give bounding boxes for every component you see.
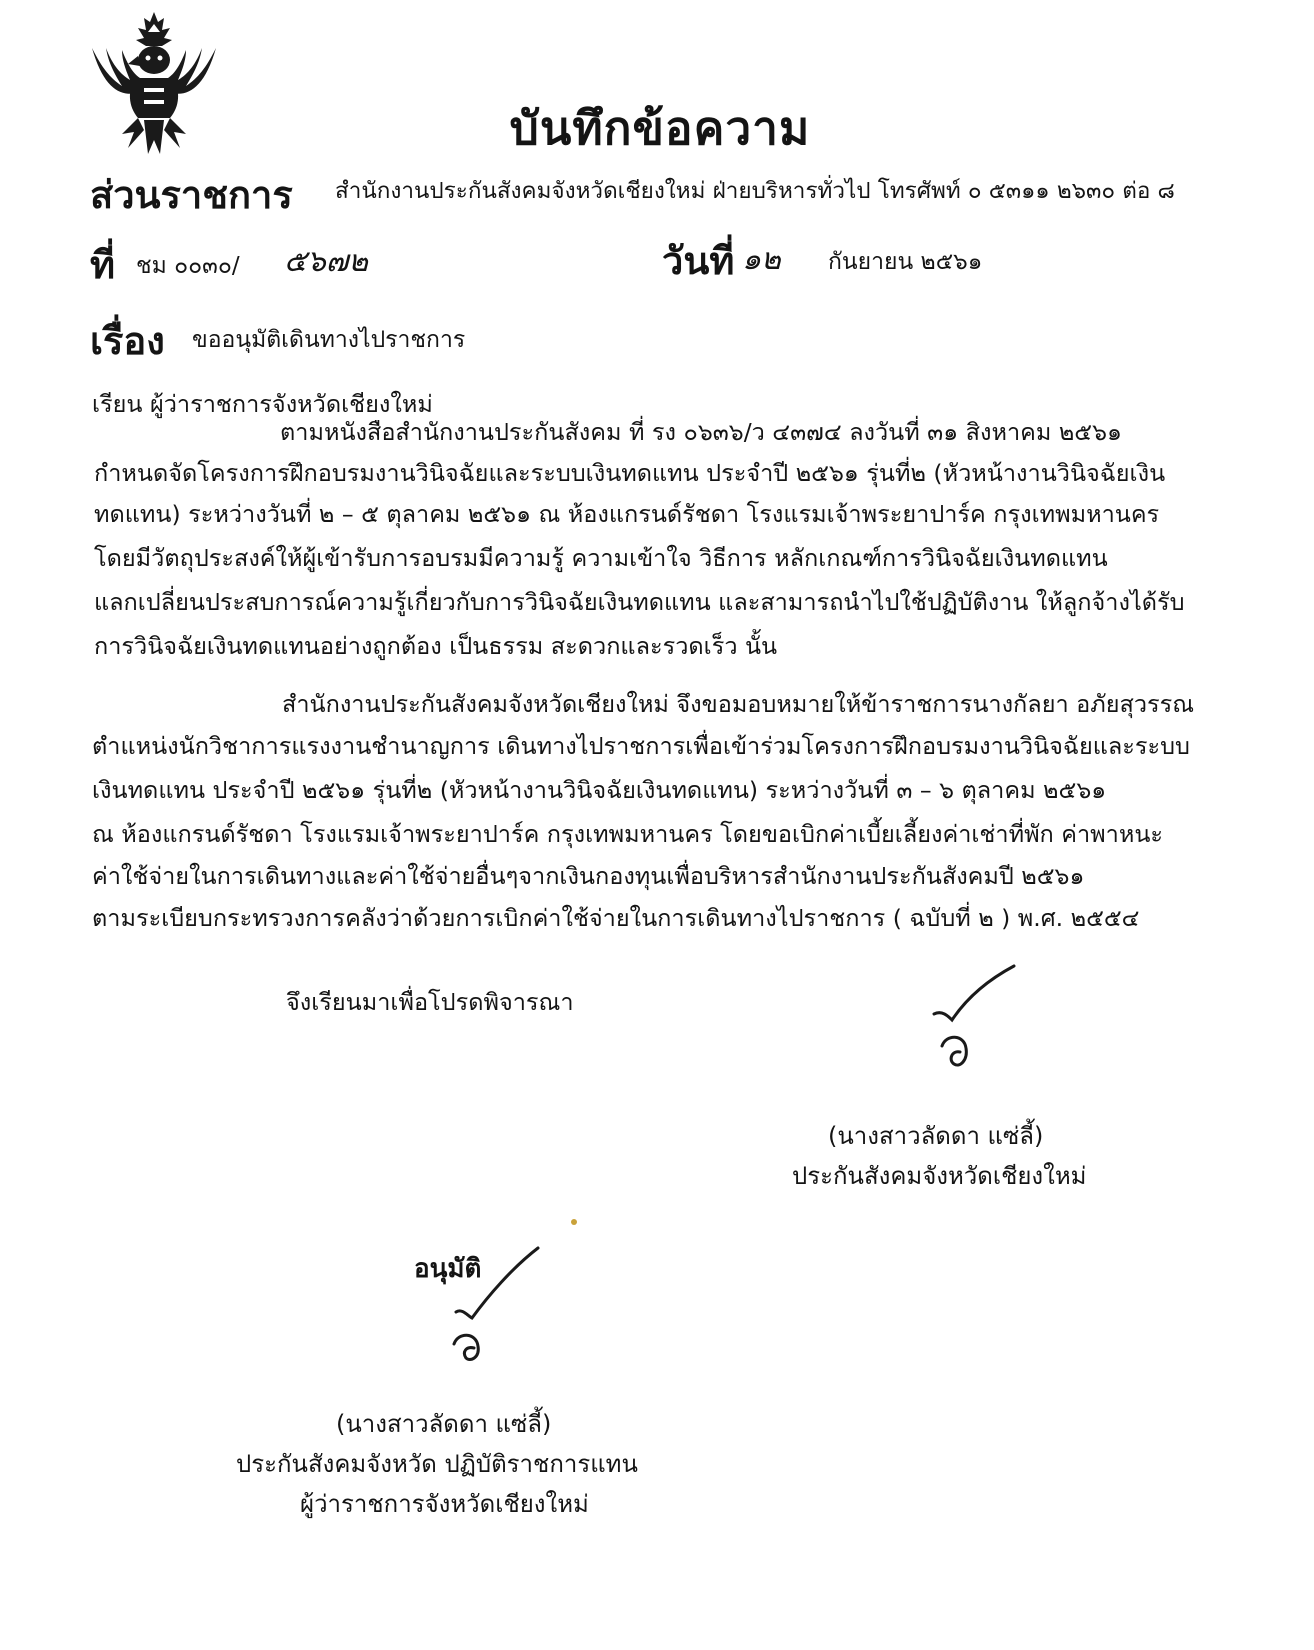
paragraph2-line: ณ ห้องแกรนด์รัชดา โรงแรมเจ้าพระยาปาร์ค กรุงเทพมหานคร โดยขอเบิกค่าเบี้ยเลี้ยงค่าเช่าที่พัก ค่าพาหนะ xyxy=(92,820,1164,848)
date-label: วันที่ xyxy=(662,239,735,283)
signatory-position: ประกันสังคมจังหวัดเชียงใหม่ xyxy=(792,1162,1087,1190)
number-label: ที่ xyxy=(90,243,116,287)
paragraph1-line: แลกเปลี่ยนประสบการณ์ความรู้เกี่ยวกับการวินิจฉัยเงินทดแทน และสามารถนำไปใช้ปฏิบัติงาน ให้ลูกจ้างได้รับ xyxy=(94,588,1185,616)
paragraph1-line: ทดแทน) ระหว่างวันที่ ๒ – ๕ ตุลาคม ๒๕๖๑ ณ ห้องแกรนด์รัชดา โรงแรมเจ้าพระยาปาร์ค กรุงเทพมหานคร xyxy=(94,500,1160,528)
approval-label: อนุมัติ xyxy=(414,1254,482,1284)
garuda-emblem-icon xyxy=(82,8,227,158)
paragraph2-line: ค่าใช้จ่ายในการเดินทางและค่าใช้จ่ายอื่นๆจากเงินกองทุนเพื่อบริหารสำนักงานประกันสังคมปี ๒๕๖๑ xyxy=(92,862,1085,890)
paragraph1-line: โดยมีวัตถุประสงค์ให้ผู้เข้ารับการอบรมมีความรู้ ความเข้าใจ วิธีการ หลักเกณฑ์การวินิจฉัยเงินทดแทน xyxy=(94,544,1108,572)
number-prefix: ชม ๐๐๓๐/ xyxy=(136,253,240,279)
signature-checkmark-mark xyxy=(930,964,1020,1074)
date-day-handwritten: ๑๒ xyxy=(742,242,781,277)
ink-dot xyxy=(571,1219,577,1225)
paragraph2-line: ตำแหน่งนักวิชาการแรงงานชำนาญการ เดินทางไปราชการเพื่อเข้าร่วมโครงการฝึกอบรมงานวินิจฉัยและระบบ xyxy=(92,732,1190,760)
department-label: ส่วนราชการ xyxy=(90,173,293,217)
paragraph2-line: เงินทดแทน ประจำปี ๒๕๖๑ รุ่นที่๒ (หัวหน้างานวินิจฉัยเงินทดแทน) ระหว่างวันที่ ๓ – ๖ ตุลาคม ๒๕๖๑ xyxy=(92,776,1107,804)
paragraph2-line: ตามระเบียบกระทรวงการคลังว่าด้วยการเบิกค่าใช้จ่ายในการเดินทางไปราชการ ( ฉบับที่ ๒ ) พ.ศ. ๒๕๕๔ xyxy=(92,904,1140,932)
paragraph1-line: กำหนดจัดโครงการฝึกอบรมงานวินิจฉัยและระบบเงินทดแทน ประจำปี ๒๕๖๑ รุ่นที่๒ (หัวหน้างานวินิจฉัยเงิน xyxy=(94,459,1166,487)
approver-position-line1: ประกันสังคมจังหวัด ปฏิบัติราชการแทน xyxy=(236,1450,638,1478)
department-value: สำนักงานประกันสังคมจังหวัดเชียงใหม่ ฝ่ายบริหารทั่วไป โทรศัพท์ ๐ ๕๓๑๑ ๒๖๓๐ ต่อ ๘ xyxy=(335,178,1175,204)
paragraph1-line: การวินิจฉัยเงินทดแทนอย่างถูกต้อง เป็นธรรม สะดวกและรวดเร็ว นั้น xyxy=(94,632,778,660)
salutation: เรียน ผู้ว่าราชการจังหวัดเชียงใหม่ xyxy=(92,390,433,418)
document-title: บันทึกข้อความ xyxy=(509,101,811,155)
number-handwritten: ๕๖๗๒ xyxy=(284,244,369,279)
paragraph1-line: ตามหนังสือสำนักงานประกันสังคม ที่ รง ๐๖๓๖/ว ๔๓๗๔ ลงวันที่ ๓๑ สิงหาคม ๒๕๖๑ xyxy=(280,418,1122,446)
signatory-name: (นางสาวลัดดา แซ่ลี้) xyxy=(828,1122,1044,1150)
paragraph2-line: สำนักงานประกันสังคมจังหวัดเชียงใหม่ จึงขอมอบหมายให้ข้าราชการนางกัลยา อภัยสุวรรณ xyxy=(282,690,1195,718)
approver-position-line2: ผู้ว่าราชการจังหวัดเชียงใหม่ xyxy=(300,1490,589,1518)
closing-line: จึงเรียนมาเพื่อโปรดพิจารณา xyxy=(286,988,574,1016)
subject-label: เรื่อง xyxy=(90,319,165,363)
subject-value: ขออนุมัติเดินทางไปราชการ xyxy=(192,327,466,353)
approver-name: (นางสาวลัดดา แซ่ลี้) xyxy=(336,1410,552,1438)
date-month-year: กันยายน ๒๕๖๑ xyxy=(828,249,983,275)
approval-checkmark-mark xyxy=(452,1246,542,1366)
